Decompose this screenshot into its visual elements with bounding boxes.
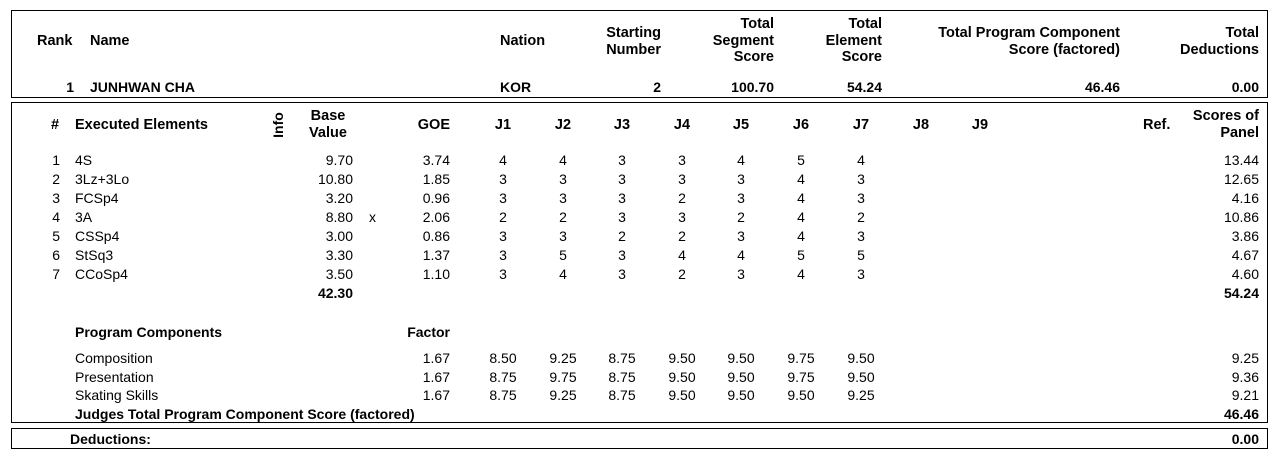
col-base-value-label: Base Value <box>309 108 347 141</box>
component-judge-2: 9.25 <box>549 387 577 403</box>
component-name: Presentation <box>75 369 154 385</box>
elements-score-total: 54.24 <box>1223 285 1259 301</box>
element-code: StSq3 <box>75 247 114 263</box>
component-judge-5: 9.50 <box>727 350 755 366</box>
element-judge-1: 4 <box>499 152 507 168</box>
component-judge-3: 8.75 <box>608 387 636 403</box>
col-judge-8-label: J8 <box>912 117 930 133</box>
element-code: 4S <box>75 152 93 168</box>
element-judge-3: 3 <box>618 190 626 206</box>
element-code: 3Lz+3Lo <box>75 171 130 187</box>
element-code: CSSp4 <box>75 228 120 244</box>
skater-name: JUNHWAN CHA <box>90 79 195 95</box>
element-judge-7: 4 <box>857 152 865 168</box>
skater-total-element-score: 54.24 <box>846 79 882 95</box>
component-judge-4: 9.50 <box>668 369 696 385</box>
component-factor: 1.67 <box>422 369 450 385</box>
component-factor: 1.67 <box>422 350 450 366</box>
element-judge-1: 3 <box>499 228 507 244</box>
element-judge-4: 2 <box>678 190 686 206</box>
component-judge-6: 9.75 <box>787 350 815 366</box>
component-judge-4: 9.50 <box>668 387 696 403</box>
element-judge-6: 4 <box>797 171 805 187</box>
skater-total-segment-score: 100.70 <box>731 79 774 95</box>
element-judge-2: 5 <box>559 247 567 263</box>
component-factor: 1.67 <box>422 387 450 403</box>
element-goe: 0.86 <box>422 228 450 244</box>
element-judge-5: 3 <box>737 228 745 244</box>
component-judge-1: 8.75 <box>489 387 517 403</box>
deductions-box <box>11 428 1268 449</box>
factor-label: Factor <box>407 324 450 340</box>
header-nation-label: Nation <box>500 33 546 49</box>
element-panel-score: 4.60 <box>1231 266 1259 282</box>
element-judge-2: 3 <box>559 228 567 244</box>
element-goe: 0.96 <box>422 190 450 206</box>
element-judge-2: 4 <box>559 266 567 282</box>
element-base-value: 3.50 <box>325 266 353 282</box>
element-judge-7: 2 <box>857 209 865 225</box>
element-judge-5: 4 <box>737 247 745 263</box>
element-judge-1: 3 <box>499 190 507 206</box>
col-goe-label: GOE <box>417 117 450 133</box>
element-number: 3 <box>52 190 60 206</box>
element-base-value: 9.70 <box>325 152 353 168</box>
element-judge-3: 3 <box>618 266 626 282</box>
element-judge-6: 4 <box>797 190 805 206</box>
element-judge-5: 3 <box>737 266 745 282</box>
element-judge-6: 5 <box>797 247 805 263</box>
component-judge-6: 9.75 <box>787 369 815 385</box>
element-judge-4: 3 <box>678 171 686 187</box>
col-scores-of-panel-label: Scores of Panel <box>1192 108 1259 141</box>
element-judge-3: 3 <box>618 209 626 225</box>
element-judge-6: 4 <box>797 209 805 225</box>
component-judge-3: 8.75 <box>608 350 636 366</box>
element-number: 2 <box>52 171 60 187</box>
element-judge-7: 3 <box>857 190 865 206</box>
component-judge-2: 9.25 <box>549 350 577 366</box>
component-name: Composition <box>75 350 153 366</box>
component-judge-4: 9.50 <box>668 350 696 366</box>
col-judge-4-label: J4 <box>673 117 691 133</box>
component-score: 9.25 <box>1231 350 1259 366</box>
col-info-label: Info <box>270 112 286 138</box>
element-judge-7: 3 <box>857 228 865 244</box>
element-goe: 1.37 <box>422 247 450 263</box>
element-judge-7: 3 <box>857 266 865 282</box>
header-total-element-score-label: Total Element Score <box>825 16 882 65</box>
element-base-value: 10.80 <box>317 171 353 187</box>
element-panel-score: 10.86 <box>1223 209 1259 225</box>
element-goe: 3.74 <box>422 152 450 168</box>
element-judge-1: 3 <box>499 171 507 187</box>
element-judge-4: 2 <box>678 228 686 244</box>
component-name: Skating Skills <box>75 387 159 403</box>
element-base-value: 3.00 <box>325 228 353 244</box>
skater-total-deductions: 0.00 <box>1231 79 1259 95</box>
component-score: 9.36 <box>1231 369 1259 385</box>
element-judge-5: 4 <box>737 152 745 168</box>
element-goe: 1.85 <box>422 171 450 187</box>
element-panel-score: 4.16 <box>1231 190 1259 206</box>
component-score: 9.21 <box>1231 387 1259 403</box>
element-judge-2: 4 <box>559 152 567 168</box>
header-rank-label: Rank <box>37 33 73 49</box>
header-total-segment-score-label: Total Segment Score <box>712 16 774 65</box>
element-judge-5: 3 <box>737 190 745 206</box>
component-judge-1: 8.75 <box>489 369 517 385</box>
base-value-total: 42.30 <box>317 285 353 301</box>
component-judge-6: 9.50 <box>787 387 815 403</box>
element-judge-6: 4 <box>797 266 805 282</box>
element-judge-3: 3 <box>618 152 626 168</box>
col-judge-1-label: J1 <box>494 117 512 133</box>
element-judge-7: 3 <box>857 171 865 187</box>
element-judge-4: 2 <box>678 266 686 282</box>
header-name-label: Name <box>90 33 130 49</box>
col-judge-5-label: J5 <box>732 117 750 133</box>
element-number: 6 <box>52 247 60 263</box>
element-number: 7 <box>52 266 60 282</box>
col-ref-label: Ref. <box>1143 117 1171 133</box>
element-panel-score: 3.86 <box>1231 228 1259 244</box>
component-judge-7: 9.25 <box>847 387 875 403</box>
col-executed-elements-label: Executed Elements <box>75 117 208 133</box>
col-judge-9-label: J9 <box>971 117 989 133</box>
element-judge-2: 3 <box>559 190 567 206</box>
judges-total-pcs-value: 46.46 <box>1223 406 1259 422</box>
component-judge-7: 9.50 <box>847 350 875 366</box>
element-judge-1: 2 <box>499 209 507 225</box>
element-judge-2: 2 <box>559 209 567 225</box>
deductions-label: Deductions: <box>70 431 151 447</box>
col-judge-2-label: J2 <box>554 117 572 133</box>
col-number-label: # <box>51 117 60 133</box>
header-total-deductions-label: Total Deductions <box>1180 25 1259 58</box>
element-judge-4: 4 <box>678 247 686 263</box>
element-code: CCoSp4 <box>75 266 128 282</box>
component-judge-7: 9.50 <box>847 369 875 385</box>
component-judge-5: 9.50 <box>727 387 755 403</box>
skater-nation: KOR <box>500 79 532 95</box>
element-code: 3A <box>75 209 93 225</box>
element-base-value: 3.30 <box>325 247 353 263</box>
col-judge-3-label: J3 <box>613 117 631 133</box>
component-judge-3: 8.75 <box>608 369 636 385</box>
element-judge-5: 3 <box>737 171 745 187</box>
element-goe: 2.06 <box>422 209 450 225</box>
program-components-title: Program Components <box>75 324 223 340</box>
element-panel-score: 13.44 <box>1223 152 1259 168</box>
col-judge-6-label: J6 <box>792 117 810 133</box>
element-judge-7: 5 <box>857 247 865 263</box>
element-base-value-marker: x <box>369 209 376 225</box>
element-judge-6: 4 <box>797 228 805 244</box>
judges-total-pcs-label: Judges Total Program Component Score (factored) <box>75 406 415 422</box>
element-number: 5 <box>52 228 60 244</box>
element-judge-4: 3 <box>678 152 686 168</box>
element-judge-1: 3 <box>499 266 507 282</box>
element-panel-score: 12.65 <box>1223 171 1259 187</box>
skater-rank: 1 <box>66 79 74 95</box>
element-judge-4: 3 <box>678 209 686 225</box>
element-judge-1: 3 <box>499 247 507 263</box>
element-judge-6: 5 <box>797 152 805 168</box>
element-goe: 1.10 <box>422 266 450 282</box>
element-number: 1 <box>52 152 60 168</box>
element-base-value: 3.20 <box>325 190 353 206</box>
header-total-pcs-label: Total Program Component Score (factored) <box>938 25 1120 58</box>
header-starting-number-label: Starting Number <box>606 25 661 58</box>
element-base-value: 8.80 <box>325 209 353 225</box>
element-judge-3: 3 <box>618 171 626 187</box>
component-judge-1: 8.50 <box>489 350 517 366</box>
element-panel-score: 4.67 <box>1231 247 1259 263</box>
element-number: 4 <box>52 209 60 225</box>
col-judge-7-label: J7 <box>852 117 870 133</box>
element-judge-2: 3 <box>559 171 567 187</box>
component-judge-2: 9.75 <box>549 369 577 385</box>
element-code: FCSp4 <box>75 190 119 206</box>
element-judge-3: 3 <box>618 247 626 263</box>
component-judge-5: 9.50 <box>727 369 755 385</box>
skater-starting-number: 2 <box>653 79 661 95</box>
element-judge-3: 2 <box>618 228 626 244</box>
deductions-value: 0.00 <box>1231 431 1259 447</box>
element-judge-5: 2 <box>737 209 745 225</box>
skater-total-pcs: 46.46 <box>1084 79 1120 95</box>
